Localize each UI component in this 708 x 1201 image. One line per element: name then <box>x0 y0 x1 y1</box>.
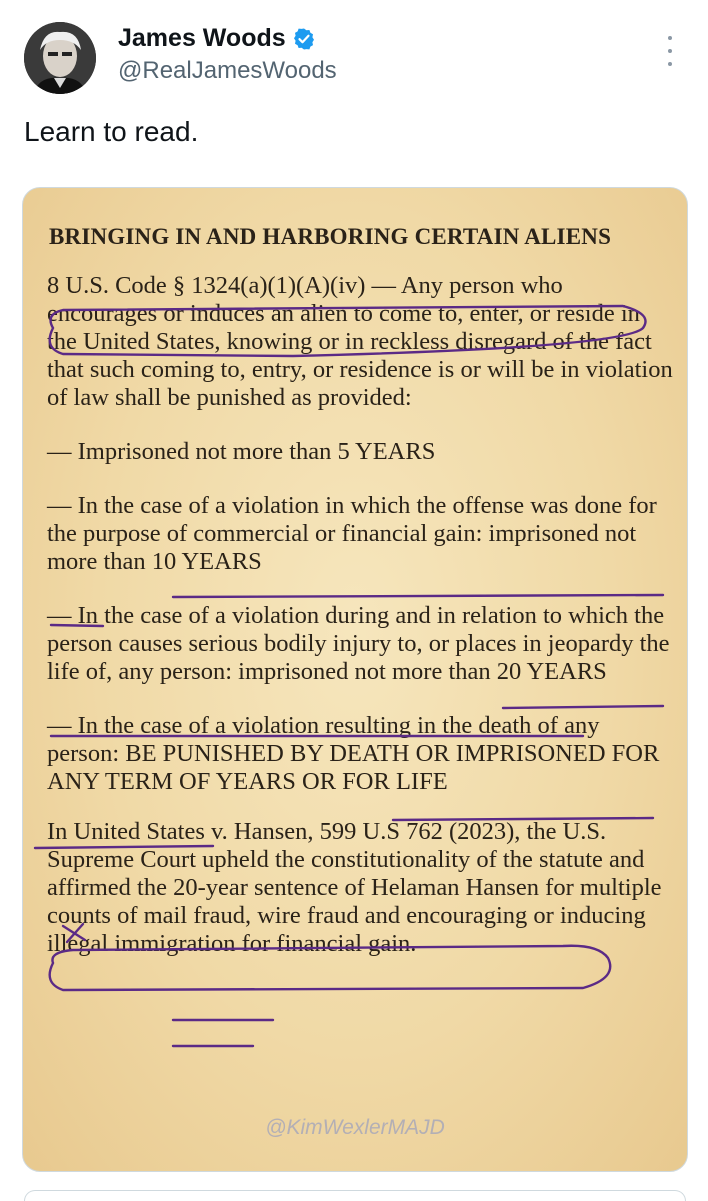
tweet-header <box>0 0 708 110</box>
author-name[interactable]: James Woods <box>118 24 286 52</box>
avatar-image <box>24 22 96 94</box>
watermark: @KimWexlerMAJD <box>265 1116 445 1139</box>
author-handle[interactable]: @RealJamesWoods <box>118 57 337 84</box>
tweet-text: Learn to read. <box>24 116 199 147</box>
document-content <box>47 224 675 984</box>
more-options-icon[interactable] <box>660 36 680 66</box>
hansen-case-paragraph: In United States v. Hansen, 599 U.S 762 (2023), the U.S. Supreme Court upheld the constitutionality of the statute and affirmed the 20-year sentence of Helaman Hansen for multiple counts of mail fraud, wire fraud and encouraging or inducing illegal immigration for financial gain. <box>47 818 662 957</box>
next-card-edge <box>24 1190 686 1201</box>
statute-paragraph: 8 U.S. Code § 1324(a)(1)(A)(iv) — Any person who encourages or induces an alien to come to, enter, or reside in the United States, knowing or in reckless disregard of the fact that such coming to, entry, or residence is or will be in violation of law shall be punished as provided: <box>47 272 673 411</box>
verified-badge-icon <box>292 27 316 51</box>
avatar[interactable] <box>24 22 96 94</box>
penalty-20-years: — In the case of a violation during and in relation to which the person causes serious bodily injury to, or places in jeopardy the life of, any person: imprisoned not more than 20 YEARS <box>47 602 670 685</box>
penalty-10-years: — In the case of a violation in which the offense was done for the purpose of commercial or financial gain: imprisoned not more than 10 YEARS <box>47 492 657 575</box>
penalty-5-years: — Imprisoned not more than 5 YEARS <box>47 438 436 465</box>
document-title: BRINGING IN AND HARBORING CERTAIN ALIENS <box>49 224 612 249</box>
penalty-death: — In the case of a violation resulting in the death of any person: BE PUNISHED BY DEATH OR IMPRISONED FOR ANY TERM OF YEARS OR FOR LIFE <box>47 712 660 795</box>
tweet-media-image[interactable] <box>22 187 688 1172</box>
